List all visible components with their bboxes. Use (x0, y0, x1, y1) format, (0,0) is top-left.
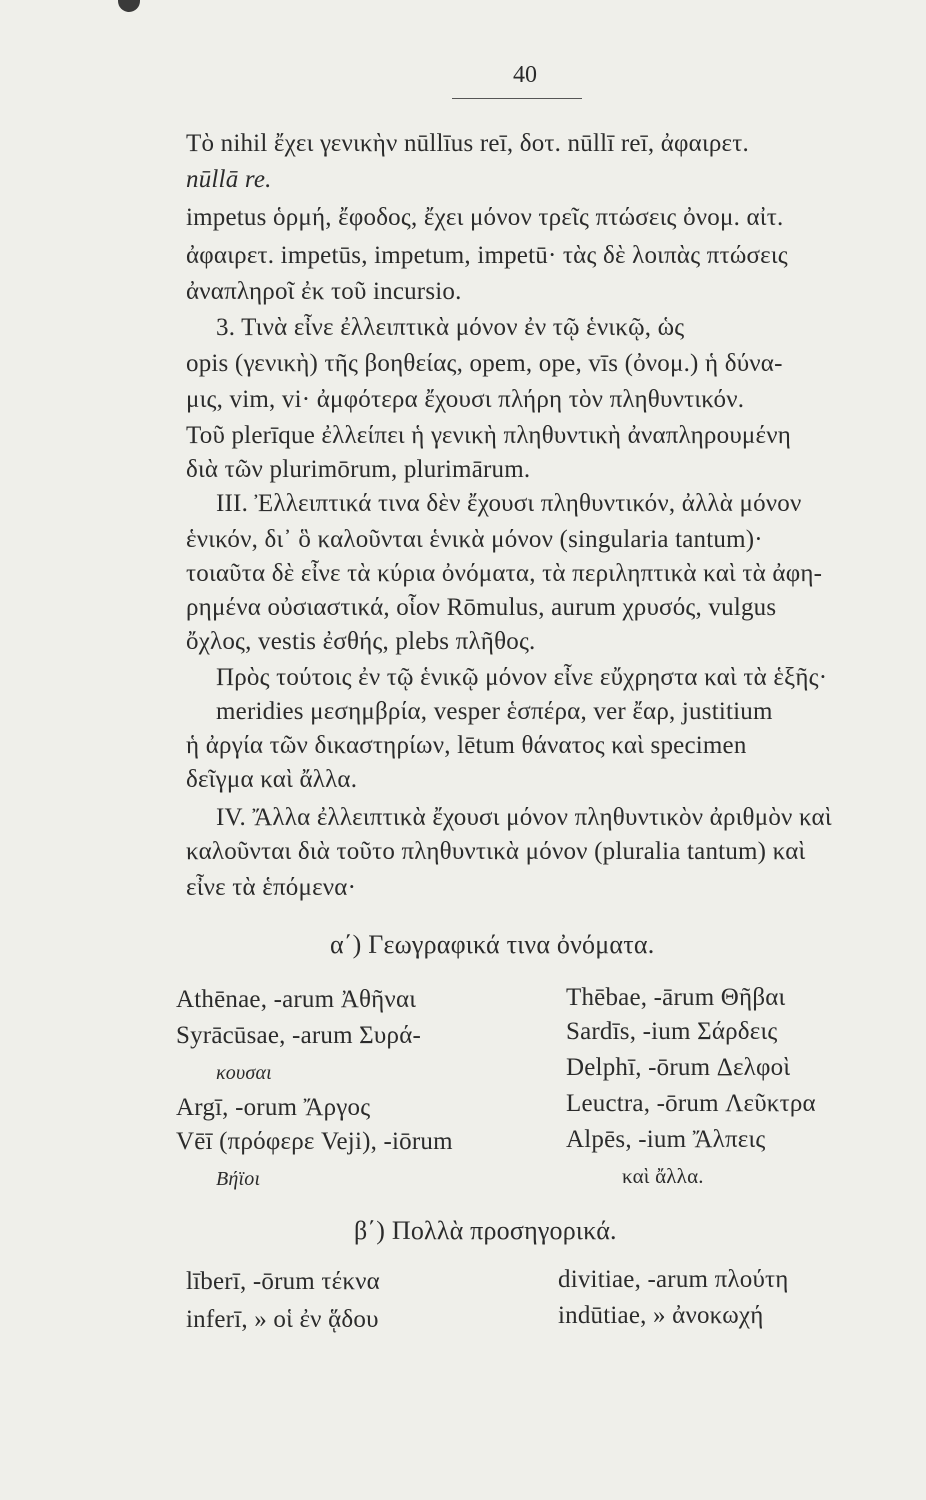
page-number-rule (452, 98, 582, 99)
entry-alpes: Alpēs, -ium Ἄλπεις (566, 1126, 766, 1153)
entry-argi: Argī, -orum Ἄργος (176, 1094, 371, 1121)
text-line-22: εἶνε τὰ ἑπόμενα· (186, 874, 357, 901)
text-line-9: Τοῦ plerīque ἐλλείπει ἡ γενικὴ πληθυντικὴ ἀναπληρουμένη (186, 422, 791, 449)
entry-divitiae: divitiae, -arum πλούτη (558, 1266, 789, 1293)
text-line-11: III. Ἐλλειπτικά τινα δὲν ἔχουσι πληθυντικόν, ἀλλὰ μόνον (216, 490, 802, 517)
text-line-2: nūllā re. (186, 166, 272, 193)
entry-athenae: Athēnae, -arum Ἀθῆναι (176, 986, 417, 1013)
text-line-3: impetus ὁρμή, ἔφοδος, ἔχει μόνον τρεῖς πτώσεις ὀνομ. αἰτ. (186, 204, 784, 231)
text-line-12: ἑνικόν, δι᾽ ὃ καλοῦνται ἑνικὰ μόνον (singularia tantum)· (186, 526, 763, 553)
text-line-19: δεῖγμα καὶ ἄλλα. (186, 766, 358, 793)
entry-thebae: Thēbae, -ārum Θῆβαι (566, 984, 786, 1011)
text-line-18: ἡ ἀργία τῶν δικαστηρίων, lētum θάνατος καὶ specimen (186, 732, 747, 759)
text-line-16: Πρὸς τούτοις ἐν τῷ ἑνικῷ μόνον εἶνε εὔχρηστα καὶ τὰ ἑξῆς· (216, 664, 828, 691)
text-line-1: Τὸ nihil ἔχει γενικὴν nūllīus reī, δοτ. nūllī reī, ἀφαιρετ. (186, 130, 749, 157)
entry-vei: Vēī (πρόφερε Veji), -iōrum (176, 1128, 453, 1155)
entry-inferi: inferī, » οἱ ἐν ᾅδου (186, 1306, 379, 1333)
entry-indutiae: indūtiae, » ἀνοκωχή (558, 1302, 764, 1329)
section-b-heading: β΄) Πολλὰ προσηγορικά. (354, 1216, 617, 1245)
entry-sardis: Sardīs, -ium Σάρδεις (566, 1018, 778, 1045)
entry-vei-cont: Βήϊοι (216, 1168, 261, 1190)
entry-delphi: Delphī, -ōrum Δελφοὶ (566, 1054, 791, 1081)
text-line-6: 3. Τινὰ εἶνε ἐλλειπτικὰ μόνον ἐν τῷ ἑνικῷ, ὡς (216, 314, 685, 341)
text-line-13: τοιαῦτα δὲ εἶνε τὰ κύρια ὀνόματα, τὰ περιληπτικὰ καὶ τὰ ἀφη- (186, 560, 823, 587)
text-line-21: καλοῦνται διὰ τοῦτο πληθυντικὰ μόνον (pluralia tantum) καὶ (186, 838, 806, 865)
text-line-20: IV. Ἄλλα ἐλλειπτικὰ ἔχουσι μόνον πληθυντικὸν ἀριθμὸν καὶ (216, 804, 832, 831)
text-line-7: opis (γενικὴ) τῆς βοηθείας, opem, ope, vīs (ὀνομ.) ἡ δύνα- (186, 350, 783, 377)
section-a-heading: α΄) Γεωγραφικά τινα ὀνόματα. (330, 930, 655, 959)
ink-blot (118, 0, 140, 12)
page-number: 40 (513, 62, 537, 88)
text-line-4: ἀφαιρετ. impetūs, impetum, impetū· τὰς δὲ λοιπὰς πτώσεις (186, 242, 788, 269)
entry-liberi: līberī, -ōrum τέκνα (186, 1268, 380, 1295)
entry-and-others: καὶ ἄλλα. (622, 1164, 704, 1188)
text-line-8: μις, vim, vi· ἀμφότερα ἔχουσι πλήρη τὸν πληθυντικόν. (186, 386, 745, 413)
text-line-5: ἀναπληροῖ ἐκ τοῦ incursio. (186, 278, 462, 305)
entry-syracusae: Syrācūsae, -arum Συρά- (176, 1022, 422, 1049)
text-line-15: ὄχλος, vestis ἐσθής, plebs πλῆθος. (186, 628, 536, 655)
entry-leuctra: Leuctra, -ōrum Λεῦκτρα (566, 1090, 816, 1117)
entry-syracusae-cont: κουσαι (216, 1062, 272, 1084)
text-line-17: meridies μεσημβρία, vesper ἑσπέρα, ver ἔαρ, justitium (216, 698, 773, 725)
text-line-10: διὰ τῶν plurimōrum, plurimārum. (186, 456, 531, 483)
text-line-14: ρημένα οὐσιαστικά, οἷον Rōmulus, aurum χρυσός, vulgus (186, 594, 777, 621)
